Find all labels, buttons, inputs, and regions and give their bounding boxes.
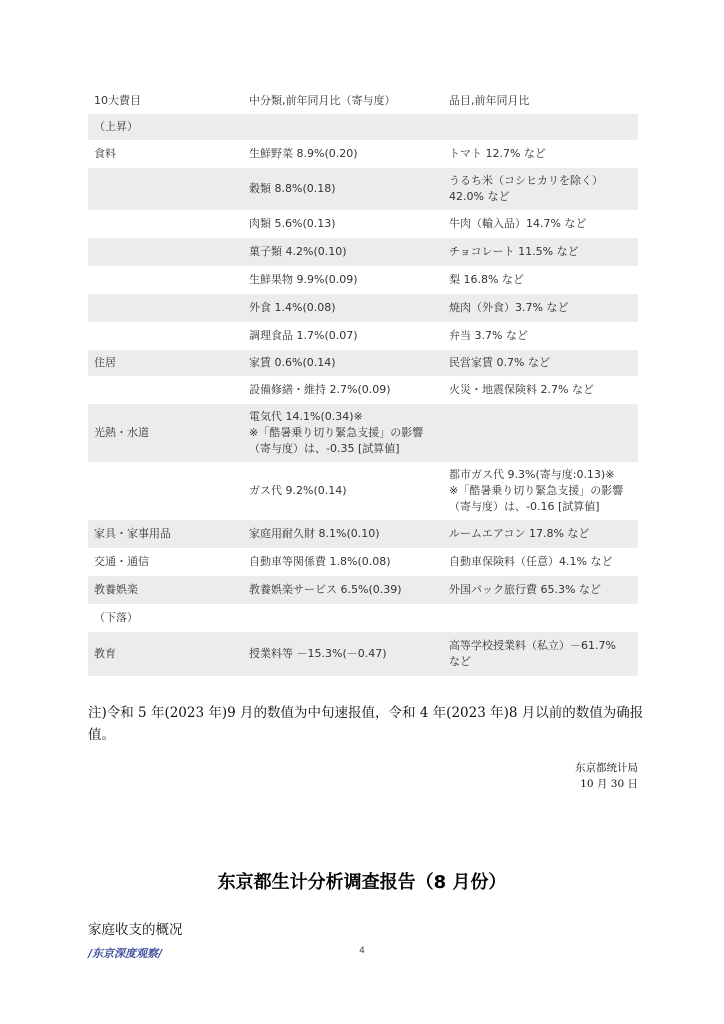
- category-cell: [88, 294, 243, 322]
- table-row: [88, 548, 638, 576]
- subcategory-cell: 調理食品 1.7%(0.07): [249, 329, 358, 342]
- table-row: [88, 238, 638, 266]
- header-item: 品目,前年同月比: [449, 94, 530, 107]
- item-cell: チョコレート 11.5% など: [449, 245, 579, 258]
- subcategory-cell: 教養娯楽サービス 6.5%(0.39): [249, 583, 402, 596]
- category-cell: 家具・家事用品: [94, 527, 171, 540]
- price-table: [88, 88, 638, 676]
- table-row: [88, 576, 638, 604]
- item-cell: 都市ガス代 9.3%(寄与度:0.13)※ ※「酷暑乗り切り緊急支援」の影響 （寄与度）は、-0.16 [試算値]: [449, 468, 624, 513]
- table-row: [88, 350, 638, 376]
- subcategory-cell: 家庭用耐久財 8.1%(0.10): [249, 527, 380, 540]
- category-cell: （上昇）: [94, 120, 138, 133]
- table-header-row: [88, 88, 638, 114]
- category-cell: [88, 322, 243, 350]
- table-row: [88, 266, 638, 294]
- subcategory-cell: 生鮮野菜 8.9%(0.20): [249, 147, 358, 160]
- header-category: 10大費目: [94, 94, 141, 107]
- category-cell: 光熱・水道: [94, 426, 149, 439]
- subcategory-cell: 菓子類 4.2%(0.10): [249, 245, 347, 258]
- subcategory-cell: 穀類 8.8%(0.18): [249, 182, 336, 195]
- category-cell: 教育: [94, 647, 116, 660]
- category-cell: [88, 210, 243, 238]
- item-cell: 民営家賃 0.7% など: [449, 356, 550, 369]
- subcategory-cell: 外食 1.4%(0.08): [249, 301, 336, 314]
- item-cell: 自動車保険料（任意）4.1% など: [449, 555, 613, 568]
- subcategory-cell: 生鮮果物 9.9%(0.09): [249, 273, 358, 286]
- item-cell: 外国パック旅行費 65.3% など: [449, 583, 601, 596]
- item-cell: [443, 114, 638, 140]
- subcategory-cell: 家賃 0.6%(0.14): [249, 356, 336, 369]
- item-cell: 梨 16.8% など: [449, 273, 524, 286]
- table-row: [88, 168, 638, 210]
- subcategory-cell: 電気代 14.1%(0.34)※ ※「酷暑乗り切り緊急支援」の影響 （寄与度）は、-0.35 [試算値]: [249, 410, 424, 455]
- item-cell: 焼肉（外食）3.7% など: [449, 301, 569, 314]
- category-cell: [88, 238, 243, 266]
- item-cell: ルームエアコン 17.8% など: [449, 527, 590, 540]
- subcategory-cell: 自動車等関係費 1.8%(0.08): [249, 555, 391, 568]
- item-cell: 牛肉（輸入品）14.7% など: [449, 217, 587, 230]
- header-subcategory: 中分類,前年同月比（寄与度）: [249, 94, 396, 107]
- item-cell: 弁当 3.7% など: [449, 329, 528, 342]
- footer-brand: /东京深度观察/: [88, 947, 163, 960]
- report-title: 东京都生计分析调查报告（8 月份）: [217, 872, 507, 893]
- category-cell: 交通・通信: [94, 555, 149, 568]
- table-body: [88, 114, 638, 676]
- item-cell: トマト 12.7% など: [449, 147, 546, 160]
- category-cell: 食料: [94, 147, 116, 160]
- page-number: 4: [359, 946, 365, 956]
- footnote: 注)令和 5 年(2023 年)9 月的数值为中旬速报值，令和 4 年(2023 年)8 月以前的数值为确报值。: [88, 705, 644, 743]
- section-heading: 家庭收支的概况: [88, 922, 183, 938]
- signature-org: 东京都统计局: [575, 762, 638, 774]
- category-cell: （下落）: [94, 611, 138, 624]
- signature: [575, 760, 638, 792]
- category-cell: [88, 376, 243, 404]
- table-row: [88, 604, 638, 632]
- category-cell: [88, 168, 243, 210]
- table-row: [88, 140, 638, 168]
- subcategory-cell: ガス代 9.2%(0.14): [249, 484, 347, 497]
- subcategory-cell: 設備修繕・維持 2.7%(0.09): [249, 383, 391, 396]
- table-row: [88, 520, 638, 548]
- item-cell: うるち米（コシヒカリを除く） 42.0% など: [449, 174, 603, 203]
- table-row: [88, 376, 638, 404]
- table-row: [88, 462, 638, 520]
- category-cell: 住居: [94, 356, 116, 369]
- category-cell: 教養娯楽: [94, 583, 138, 596]
- category-cell: [88, 462, 243, 520]
- table-row: [88, 404, 638, 462]
- table-row: [88, 114, 638, 140]
- table-row: [88, 322, 638, 350]
- item-cell: 火災・地震保険料 2.7% など: [449, 383, 594, 396]
- signature-date: 10 月 30 日: [580, 778, 638, 790]
- item-cell: [443, 604, 638, 632]
- subcategory-cell: [243, 114, 443, 140]
- table-row: [88, 210, 638, 238]
- item-cell: 高等学校授業料（私立）－61.7% など: [449, 639, 616, 668]
- table-row: [88, 632, 638, 676]
- subcategory-cell: [243, 604, 443, 632]
- subcategory-cell: 授業料等 －15.3%(－0.47): [249, 647, 387, 660]
- item-cell: [443, 404, 638, 462]
- table-row: [88, 294, 638, 322]
- category-cell: [88, 266, 243, 294]
- subcategory-cell: 肉類 5.6%(0.13): [249, 217, 336, 230]
